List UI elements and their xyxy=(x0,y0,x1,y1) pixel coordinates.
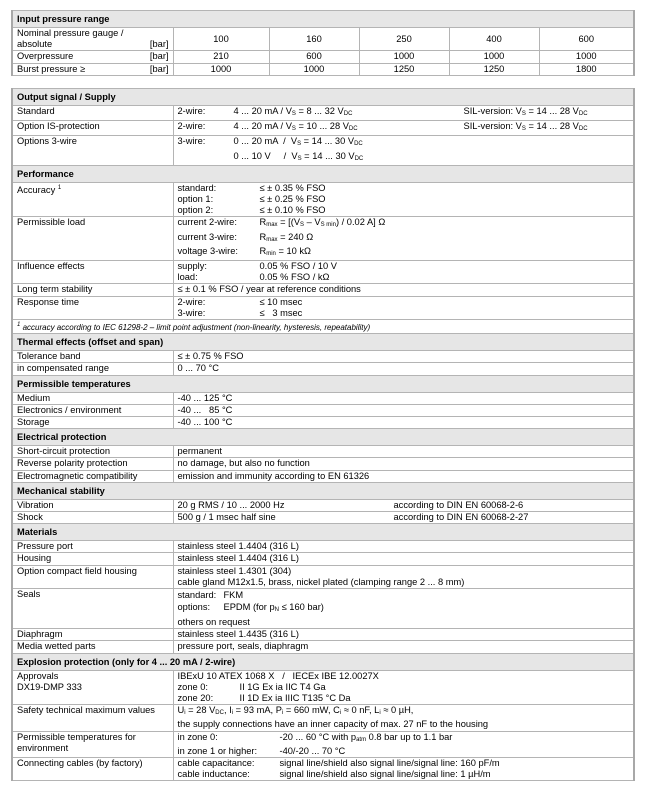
table-row: Diaphragm stainless steel 1.4435 (316 L) xyxy=(12,629,634,641)
table-row: Approvals DX19-DMP 333 IBExU 10 ATEX 1068 X / IECEx IBE 12.0027X zone 0: II 1G Ex ia IIC T4 Ga zone 20: II 1D Ex ia IIIC T135 °C Da xyxy=(12,670,634,705)
table-row: Permissible temperatures for environment in zone 0: -20 ... 60 °C with patm 0.8 bar up to 1.1 bar in zone 1 or higher: -40/-20 ... 70 °C xyxy=(12,731,634,757)
table-row: Long term stability ≤ ± 0.1 % FSO / year at reference conditions xyxy=(12,284,634,296)
table-row: Standard 2-wire: 4 ... 20 mA / VS = 8 ... 32 VDC SIL-version: VS = 14 ... 28 VDC xyxy=(12,106,634,121)
section-title-electrical: Electrical protection xyxy=(12,429,634,446)
table-row: Pressure port stainless steel 1.4404 (316 L) xyxy=(12,541,634,553)
section-title-output-signal: Output signal / Supply xyxy=(12,89,634,106)
row-label: Overpressure [bar] xyxy=(12,51,173,63)
table-row: Nominal pressure gauge / absolute [bar] 100 160 250 400 600 xyxy=(12,28,634,51)
input-pressure-table xyxy=(11,10,635,76)
table-row: Tolerance band ≤ ± 0.75 % FSO xyxy=(12,351,634,363)
section-title-explosion: Explosion protection (only for 4 ... 20 mA / 2-wire) xyxy=(12,653,634,670)
section-title-mechanical: Mechanical stability xyxy=(12,482,634,499)
table-row: Accuracy $^1$ standard: ≤ ± 0.35 % FSO option 1: ≤ ± 0.25 % FSO option 2: ≤ ± 0.10 % FSO xyxy=(12,182,634,217)
footnote: $^1$ accuracy according to IEC 61298-2 – limit point adjustment (non-linearity, hysteresis, repeatability) xyxy=(12,320,634,334)
table-row: in compensated range 0 ... 70 °C xyxy=(12,363,634,375)
table-row: Permissible load current 2-wire: Rmax = [(VS – VS min) / 0.02 A] Ω current 3-wire: Rmax = 240 Ω voltage 3-wire: Rmin = 10 kΩ xyxy=(12,217,634,261)
table-row: Response time 2-wire: ≤ 10 msec 3-wire: ≤ 3 msec xyxy=(12,296,634,319)
section-title-performance: Performance xyxy=(12,165,634,182)
table-row: Seals standard: FKM options: EPDM (for pN ≤ 160 bar) others on request xyxy=(12,589,634,629)
table-row: Storage -40 ... 100 °C xyxy=(12,417,634,429)
table-row: Vibration 20 g RMS / 10 ... 2000 Hz according to DIN EN 60068-2-6 xyxy=(12,499,634,511)
footnote-row xyxy=(12,320,634,334)
table-row: Medium -40 ... 125 °C xyxy=(12,392,634,404)
table-row: Reverse polarity protection no damage, but also no function xyxy=(12,458,634,470)
section-title-thermal: Thermal effects (offset and span) xyxy=(12,334,634,351)
table-row: Influence effects supply: 0.05 % FSO / 10 V load: 0.05 % FSO / kΩ xyxy=(12,261,634,284)
specifications-table xyxy=(11,88,635,781)
table-row: Shock 500 g / 1 msec half sine according to DIN EN 60068-2-27 xyxy=(12,512,634,524)
table-row: Electromagnetic compatibility emission and immunity according to EN 61326 xyxy=(12,470,634,482)
table-row: Safety technical maximum values Ui = 28 VDC, Ii = 93 mA, Pi = 660 mW, Ci ≈ 0 nF, Li ≈ 0 µH, the supply connections have an inner capacity of max. 27 nF to the housing xyxy=(12,705,634,731)
table-row: Electronics / environment -40 ... 85 °C xyxy=(12,404,634,416)
section-title-input-pressure: Input pressure range xyxy=(12,11,634,28)
section-title-materials: Materials xyxy=(12,524,634,541)
table-row: Burst pressure ≥ [bar] 1000 1000 1250 1250 1800 xyxy=(12,63,634,75)
table-row: Media wetted parts pressure port, seals, diaphragm xyxy=(12,641,634,653)
table-row: Short-circuit protection permanent xyxy=(12,446,634,458)
row-label: Nominal pressure gauge / absolute [bar] xyxy=(12,28,173,51)
table-row: Connecting cables (by factory) cable capacitance: signal line/shield also signal line/signal line: 160 pF/m cable inductance: signal line/shield also signal line/signal line: 1 µH/m xyxy=(12,757,634,780)
table-row: Options 3-wire 3-wire: 0 ... 20 mA / VS = 14 ... 30 VDC 0 ... 10 V / VS = 14 ... 30 VDC xyxy=(12,136,634,165)
table-row: Housing stainless steel 1.4404 (316 L) xyxy=(12,553,634,565)
row-label: Burst pressure ≥ [bar] xyxy=(12,63,173,75)
table-row: Overpressure [bar] 210 600 1000 1000 1000 xyxy=(12,51,634,63)
section-title-temperatures: Permissible temperatures xyxy=(12,375,634,392)
table-row: Option IS-protection 2-wire: 4 ... 20 mA / VS = 10 ... 28 VDC SIL-version: VS = 14 ... 28 VDC xyxy=(12,121,634,136)
table-row: Option compact field housing stainless steel 1.4301 (304) cable gland M12x1.5, brass, nickel plated (clamping range 2 ... 8 mm) xyxy=(12,565,634,588)
